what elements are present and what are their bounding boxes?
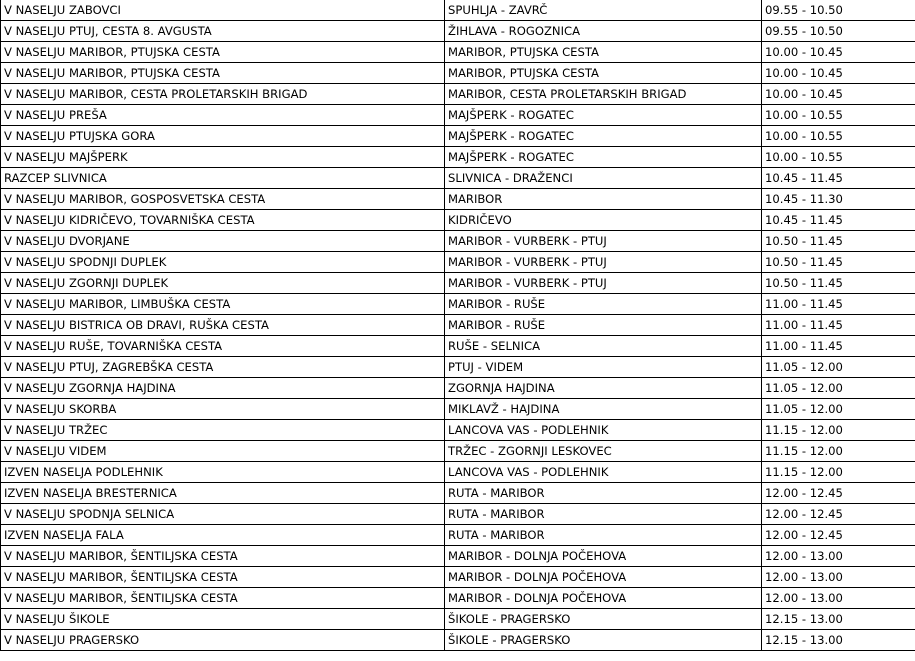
time-cell: 10.00 - 10.45: [762, 42, 915, 63]
time-cell: 10.45 - 11.30: [762, 189, 915, 210]
location-cell: V NASELJU KIDRIČEVO, TOVARNIŠKA CESTA: [1, 210, 445, 231]
time-cell: 11.05 - 12.00: [762, 378, 915, 399]
table-row: [1, 546, 915, 567]
location-cell: RAZCEP SLIVNICA: [1, 168, 445, 189]
location-cell: V NASELJU MARIBOR, PTUJSKA CESTA: [1, 42, 445, 63]
road-section-cell: SPUHLJA - ZAVRČ: [445, 0, 762, 21]
table-row: [1, 273, 915, 294]
table-row: [1, 609, 915, 630]
time-cell: 10.00 - 10.55: [762, 126, 915, 147]
table-row: [1, 483, 915, 504]
table-row: [1, 84, 915, 105]
time-cell: 10.00 - 10.55: [762, 147, 915, 168]
road-section-cell: LANCOVA VAS - PODLEHNIK: [445, 420, 762, 441]
table-row: [1, 336, 915, 357]
road-section-cell: RUŠE - SELNICA: [445, 336, 762, 357]
table-row: [1, 21, 915, 42]
table-row: [1, 441, 915, 462]
road-section-cell: LANCOVA VAS - PODLEHNIK: [445, 462, 762, 483]
location-cell: V NASELJU MARIBOR, ŠENTILJSKA CESTA: [1, 567, 445, 588]
road-section-cell: RUTA - MARIBOR: [445, 483, 762, 504]
time-cell: 10.50 - 11.45: [762, 252, 915, 273]
time-cell: 11.00 - 11.45: [762, 294, 915, 315]
location-cell: V NASELJU MARIBOR, CESTA PROLETARSKIH BRIGAD: [1, 84, 445, 105]
time-cell: 12.15 - 13.00: [762, 630, 915, 651]
location-cell: V NASELJU PTUJ, ZAGREBŠKA CESTA: [1, 357, 445, 378]
table-row: [1, 168, 915, 189]
location-cell: V NASELJU ZGORNJI DUPLEK: [1, 273, 445, 294]
road-section-cell: ŠIKOLE - PRAGERSKO: [445, 609, 762, 630]
table-row: [1, 252, 915, 273]
road-section-cell: MARIBOR - VURBERK - PTUJ: [445, 252, 762, 273]
time-cell: 10.00 - 10.45: [762, 63, 915, 84]
table-row: [1, 630, 915, 651]
location-cell: V NASELJU MARIBOR, ŠENTILJSKA CESTA: [1, 588, 445, 609]
location-cell: IZVEN NASELJA PODLEHNIK: [1, 462, 445, 483]
time-cell: 10.45 - 11.45: [762, 210, 915, 231]
road-section-cell: MARIBOR - DOLNJA POČEHOVA: [445, 588, 762, 609]
time-cell: 10.00 - 10.45: [762, 84, 915, 105]
location-cell: V NASELJU MARIBOR, LIMBUŠKA CESTA: [1, 294, 445, 315]
time-cell: 11.15 - 12.00: [762, 462, 915, 483]
table-row: [1, 567, 915, 588]
road-section-cell: MAJŠPERK - ROGATEC: [445, 105, 762, 126]
time-cell: 11.05 - 12.00: [762, 357, 915, 378]
table-row: [1, 231, 915, 252]
location-cell: V NASELJU BISTRICA OB DRAVI, RUŠKA CESTA: [1, 315, 445, 336]
road-section-cell: MARIBOR, CESTA PROLETARSKIH BRIGAD: [445, 84, 762, 105]
time-cell: 12.00 - 13.00: [762, 546, 915, 567]
location-cell: IZVEN NASELJA BRESTERNICA: [1, 483, 445, 504]
location-cell: V NASELJU TRŽEC: [1, 420, 445, 441]
location-cell: V NASELJU MARIBOR, GOSPOSVETSKA CESTA: [1, 189, 445, 210]
road-section-cell: PTUJ - VIDEM: [445, 357, 762, 378]
road-section-cell: MARIBOR - VURBERK - PTUJ: [445, 273, 762, 294]
table-row: [1, 504, 915, 525]
road-section-cell: KIDRIČEVO: [445, 210, 762, 231]
table-row: [1, 294, 915, 315]
table-row: [1, 378, 915, 399]
time-cell: 12.00 - 13.00: [762, 588, 915, 609]
table-row: [1, 0, 915, 21]
table-row: [1, 42, 915, 63]
time-cell: 12.15 - 13.00: [762, 609, 915, 630]
table-row: [1, 525, 915, 546]
time-cell: 11.00 - 11.45: [762, 315, 915, 336]
location-cell: V NASELJU SPODNJA SELNICA: [1, 504, 445, 525]
time-cell: 10.50 - 11.45: [762, 231, 915, 252]
location-cell: V NASELJU PRAGERSKO: [1, 630, 445, 651]
table-row: [1, 105, 915, 126]
table-row: [1, 588, 915, 609]
road-section-cell: MARIBOR - DOLNJA POČEHOVA: [445, 546, 762, 567]
time-cell: 12.00 - 12.45: [762, 525, 915, 546]
road-section-cell: MAJŠPERK - ROGATEC: [445, 126, 762, 147]
location-cell: V NASELJU SKORBA: [1, 399, 445, 420]
location-cell: V NASELJU RUŠE, TOVARNIŠKA CESTA: [1, 336, 445, 357]
location-cell: V NASELJU SPODNJI DUPLEK: [1, 252, 445, 273]
road-section-cell: MARIBOR - RUŠE: [445, 294, 762, 315]
time-cell: 10.00 - 10.55: [762, 105, 915, 126]
road-section-cell: RUTA - MARIBOR: [445, 525, 762, 546]
time-cell: 12.00 - 13.00: [762, 567, 915, 588]
road-section-cell: MIKLAVŽ - HAJDINA: [445, 399, 762, 420]
location-cell: V NASELJU PREŠA: [1, 105, 445, 126]
road-section-cell: ŽIHLAVA - ROGOZNICA: [445, 21, 762, 42]
time-cell: 11.15 - 12.00: [762, 441, 915, 462]
location-cell: V NASELJU VIDEM: [1, 441, 445, 462]
table-row: [1, 462, 915, 483]
location-cell: V NASELJU DVORJANE: [1, 231, 445, 252]
table-row: [1, 126, 915, 147]
time-cell: 10.50 - 11.45: [762, 273, 915, 294]
road-section-cell: SLIVNICA - DRAŽENCI: [445, 168, 762, 189]
road-section-cell: MARIBOR - VURBERK - PTUJ: [445, 231, 762, 252]
table-row: [1, 315, 915, 336]
road-section-cell: TRŽEC - ZGORNJI LESKOVEC: [445, 441, 762, 462]
road-section-cell: MARIBOR, PTUJSKA CESTA: [445, 63, 762, 84]
time-cell: 11.15 - 12.00: [762, 420, 915, 441]
location-cell: V NASELJU MAJŠPERK: [1, 147, 445, 168]
location-cell: V NASELJU ZGORNJA HAJDINA: [1, 378, 445, 399]
location-cell: V NASELJU ZABOVCI: [1, 0, 445, 21]
time-cell: 12.00 - 12.45: [762, 483, 915, 504]
table-row: [1, 420, 915, 441]
table-row: [1, 210, 915, 231]
time-cell: 10.45 - 11.45: [762, 168, 915, 189]
road-section-cell: RUTA - MARIBOR: [445, 504, 762, 525]
road-section-cell: MARIBOR, PTUJSKA CESTA: [445, 42, 762, 63]
location-cell: V NASELJU PTUJSKA GORA: [1, 126, 445, 147]
road-section-cell: MARIBOR - RUŠE: [445, 315, 762, 336]
table-row: [1, 357, 915, 378]
time-cell: 09.55 - 10.50: [762, 0, 915, 21]
road-section-cell: MAJŠPERK - ROGATEC: [445, 147, 762, 168]
time-cell: 12.00 - 12.45: [762, 504, 915, 525]
location-cell: V NASELJU PTUJ, CESTA 8. AVGUSTA: [1, 21, 445, 42]
road-section-cell: ŠIKOLE - PRAGERSKO: [445, 630, 762, 651]
time-cell: 11.00 - 11.45: [762, 336, 915, 357]
table-row: [1, 63, 915, 84]
table-row: [1, 147, 915, 168]
table-row: [1, 399, 915, 420]
location-cell: IZVEN NASELJA FALA: [1, 525, 445, 546]
time-cell: 09.55 - 10.50: [762, 21, 915, 42]
location-cell: V NASELJU ŠIKOLE: [1, 609, 445, 630]
road-section-cell: MARIBOR - DOLNJA POČEHOVA: [445, 567, 762, 588]
schedule-body: [1, 0, 915, 651]
location-cell: V NASELJU MARIBOR, ŠENTILJSKA CESTA: [1, 546, 445, 567]
road-section-cell: ZGORNJA HAJDINA: [445, 378, 762, 399]
time-cell: 11.05 - 12.00: [762, 399, 915, 420]
location-cell: V NASELJU MARIBOR, PTUJSKA CESTA: [1, 63, 445, 84]
road-section-cell: MARIBOR: [445, 189, 762, 210]
table-row: [1, 189, 915, 210]
